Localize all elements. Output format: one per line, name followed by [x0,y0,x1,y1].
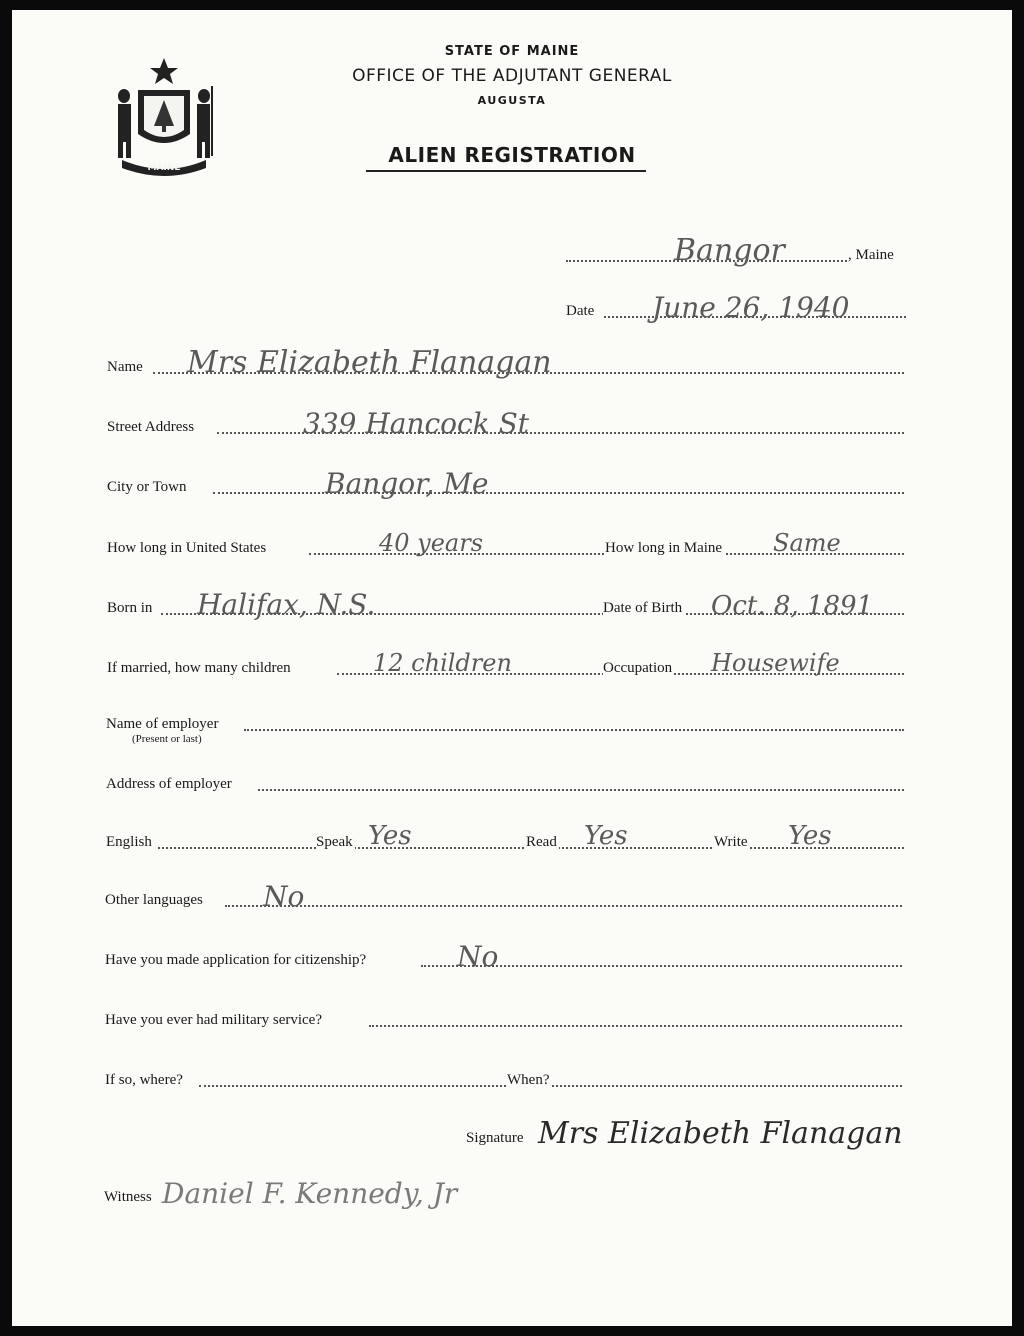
date-label: Date [566,303,595,319]
date-of-birth-value: Oct. 8, 1891 [711,591,874,621]
witness-label: Witness [104,1189,152,1205]
occupation-value: Housewife [711,649,840,677]
military-row [105,1009,902,1031]
city-label: City or Town [107,479,187,495]
place-value: Bangor [674,233,785,268]
citizenship-label: Have you made application for citizenship? [105,952,367,968]
children-value: 12 children [373,649,512,677]
military-label: Have you ever had military service? [105,1012,322,1028]
svg-text:MAINE: MAINE [147,163,181,173]
street-row [107,407,904,440]
witness-value: Daniel F. Kennedy, Jr [162,1177,458,1210]
street-label: Street Address [107,419,195,435]
how-long-maine-label: How long in Maine [605,540,723,556]
citizenship-value: No [457,940,499,973]
office-heading: OFFICE OF THE ADJUTANT GENERAL [352,66,672,86]
how-long-row [107,529,904,559]
place-row [566,233,906,268]
speak-label: Speak [316,834,353,850]
city-value: Bangor, Me [325,467,489,500]
when-label: When? [507,1072,550,1088]
name-row [107,345,904,380]
date-value: June 26, 1940 [652,291,850,324]
born-row [107,588,904,621]
witness-row [104,1177,524,1210]
title-underline [366,170,646,172]
write-label: Write [714,834,748,850]
english-label: English [106,834,152,850]
city-heading: AUGUSTA [477,94,547,107]
other-languages-value: No [263,880,305,913]
employer-address-label: Address of employer [106,776,232,792]
employer-address-row [106,773,904,795]
read-label: Read [526,834,557,850]
other-languages-row [105,880,902,913]
children-row [107,649,904,679]
employer-name-label: Name of employer [106,716,219,732]
place-suffix: , Maine [848,247,894,263]
how-long-maine-value: Same [773,529,841,557]
name-label: Name [107,359,143,375]
page-title: ALIEN REGISTRATION [388,143,636,167]
how-long-us-value: 40 years [379,529,484,557]
signature-label: Signature [466,1130,524,1146]
how-long-us-label: How long in United States [107,540,267,556]
occupation-label: Occupation [603,660,673,676]
write-value: Yes [788,821,832,851]
born-in-value: Halifax, N.S. [197,588,376,621]
employer-name-sublabel: (Present or last) [132,733,202,745]
read-value: Yes [584,821,628,851]
state-heading: STATE OF MAINE [444,44,580,59]
born-in-label: Born in [107,600,153,616]
citizenship-row [105,940,902,973]
other-languages-label: Other languages [105,892,203,908]
speak-value: Yes [368,821,412,851]
date-of-birth-label: Date of Birth [603,600,683,616]
street-value: 339 Hancock St [303,407,530,440]
city-row [107,467,904,500]
children-label: If married, how many children [107,660,291,676]
english-row [106,821,904,853]
where-when-row [105,1069,902,1091]
signature-value: Mrs Elizabeth Flanagan [538,1116,903,1151]
date-row [566,291,906,324]
where-label: If so, where? [105,1072,183,1088]
signature-row [466,1116,976,1151]
employer-name-row [106,713,904,735]
name-value: Mrs Elizabeth Flanagan [187,345,552,380]
